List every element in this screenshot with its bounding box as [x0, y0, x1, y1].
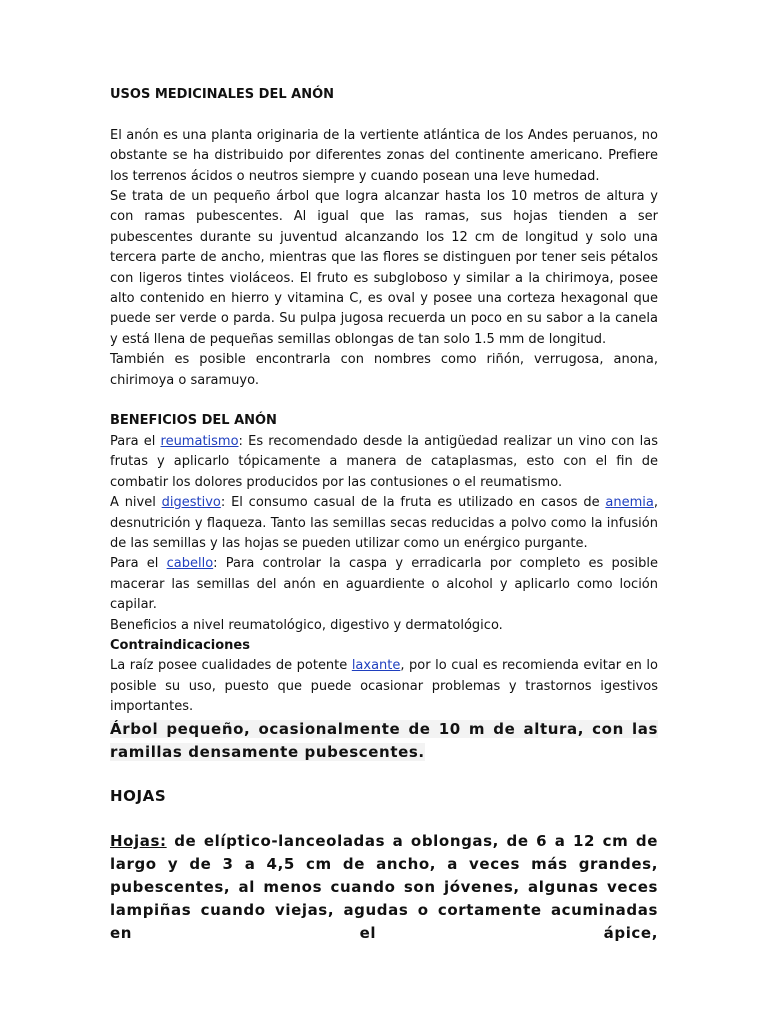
intro-paragraph-origin: El anón es una planta originaria de la vertiente atlántica de los Andes peruanos, no obstante se ha distribuido por diferentes zonas del continente americano. Prefiere los terrenos ácidos o neutros siempre y cuando posean una leve humedad.	[110, 127, 658, 184]
hair-link[interactable]: cabello	[166, 556, 214, 572]
intro-paragraph-description: Se trata de un pequeño árbol que logra alcanzar hasta los 10 metros de altura y con ramas pubescentes. Al igual que las ramas, sus hojas tienden a ser pubescentes durante su juventud alcanzando los 12 cm de longitud y solo una tercera parte de ancho, mientras que las flores se distinguen por tener seis pétalos con ligeros tintes violáceos. El fruto es subgloboso y similar a la chirimoya, posee alto contenido en hierro y vitamina C, es oval y posee una corteza hexagonal que puede ser verde o parda. Su pulpa jugosa recuerda un poco en su sabor a la canela y está llena de pequeñas semillas oblongas de tan solo 1.5 mm de longitud.	[110, 189, 658, 347]
contraindications-pre: La raíz posee cualidades de potente	[110, 658, 352, 674]
benefit-hair	[110, 554, 658, 615]
benefit-rheumatism-text: : Es recomendado desde la antigüedad realizar un vino con las frutas y aplicarlo tópicamente a manera de cataplasmas, esto con el fin de combatir los dolores producidos por las contusiones o el reumatismo.	[110, 433, 658, 490]
tree-description-text: Árbol pequeño, ocasionalmente de 10 m de altura, con las ramillas densamente pubescentes.	[110, 719, 658, 761]
contraindications-paragraph	[110, 656, 658, 717]
laxative-link[interactable]: laxante	[351, 658, 401, 674]
leaves-paragraph	[110, 830, 658, 945]
benefit-digestive-mid: : El consumo casual de la fruta es utilizado en casos de	[220, 495, 606, 511]
benefits-heading: BENEFICIOS DEL ANÓN	[110, 413, 277, 429]
anemia-link[interactable]: anemia	[605, 495, 654, 511]
leaves-label: Hojas:	[110, 831, 167, 850]
leaves-heading: HOJAS	[110, 786, 167, 805]
leaves-text: de elíptico-lanceoladas a oblongas, de 6 a 12 cm de largo y de 3 a 4,5 cm de ancho, a veces más grandes, pubescentes, al menos cuando son jóvenes, algunas veces lampiñas cuando viejas, agudas o cortamente acuminadas en el ápice,	[110, 831, 658, 942]
rheumatism-link[interactable]: reumatismo	[160, 433, 239, 449]
benefit-rheumatism	[110, 432, 658, 493]
document-page	[110, 85, 658, 945]
intro-paragraph-names: También es posible encontrarla con nombres como riñón, verrugosa, anona, chirimoya o saramuyo.	[110, 352, 658, 388]
contraindications-text: , por lo cual es recomienda evitar en lo posible su uso, puesto que puede ocasionar problemas y trastornos igestivos importantes.	[110, 658, 658, 715]
contraindications-heading: Contraindicaciones	[110, 637, 250, 653]
benefit-digestive-text: , desnutrición y flaqueza. Tanto las semillas secas reducidas a polvo como la infusión de las semillas y las hojas se pueden utilizar como un enérgico purgante.	[110, 495, 658, 551]
benefit-digestive-pre: A nivel	[110, 495, 162, 511]
benefits-summary: Beneficios a nivel reumatológico, digestivo y dermatológico.	[110, 617, 503, 633]
benefit-hair-pre: Para el	[110, 556, 167, 572]
digestive-link[interactable]: digestivo	[161, 495, 221, 511]
document-title: USOS MEDICINALES DEL ANÓN	[110, 87, 335, 102]
benefit-rheumatism-pre: Para el	[110, 433, 161, 449]
benefit-hair-text: : Para controlar la caspa y erradicarla por completo es posible macerar las semillas del anón en aguardiente o alcohol y aplicarlo como loción capilar.	[110, 556, 658, 613]
tree-description	[110, 718, 658, 764]
benefit-digestive	[110, 493, 658, 554]
